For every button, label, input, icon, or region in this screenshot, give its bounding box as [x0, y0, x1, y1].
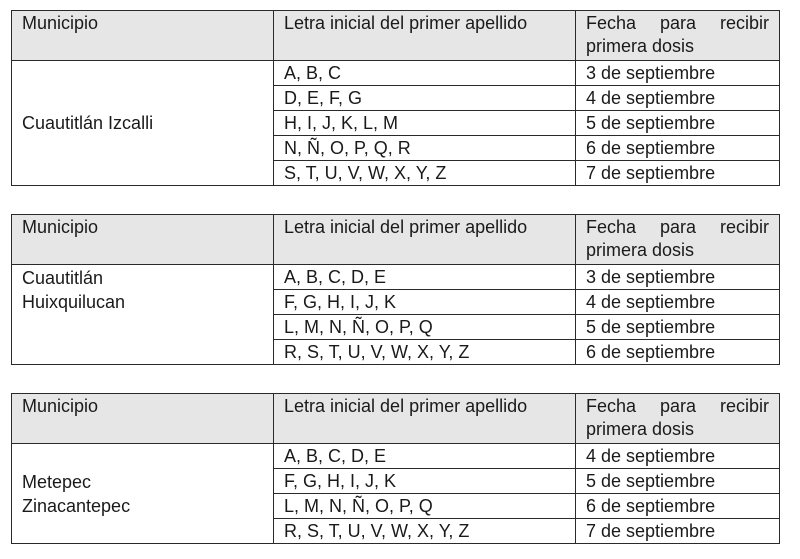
table-header-row: [12, 394, 780, 444]
header-letra: Letra inicial del primer apellido: [274, 215, 576, 265]
header-municipio: Municipio: [12, 11, 274, 61]
header-fecha-word: para: [659, 217, 697, 237]
letras-cell: A, B, C, D, E: [274, 444, 576, 469]
table-row: [12, 265, 780, 290]
letras-cell: S, T, U, V, W, X, Y, Z: [274, 161, 576, 186]
municipio-name: Metepec: [22, 471, 92, 492]
fecha-cell: 6 de septiembre: [576, 494, 780, 519]
schedule-table-3: [11, 393, 780, 544]
header-letra: Letra inicial del primer apellido: [274, 11, 576, 61]
header-fecha-word: recibir: [719, 396, 769, 416]
letras-cell: R, S, T, U, V, W, X, Y, Z: [274, 340, 576, 365]
table-row: [12, 444, 780, 469]
fecha-cell: 5 de septiembre: [576, 315, 780, 340]
letras-cell: F, G, H, I, J, K: [274, 469, 576, 494]
fecha-cell: 5 de septiembre: [576, 469, 780, 494]
header-municipio: Municipio: [12, 215, 274, 265]
header-fecha-line2: primera dosis: [586, 419, 695, 439]
header-fecha-line2: primera dosis: [586, 36, 695, 56]
header-letra: Letra inicial del primer apellido: [274, 394, 576, 444]
letras-cell: A, B, C, D, E: [274, 265, 576, 290]
header-fecha: [576, 11, 780, 61]
letras-cell: L, M, N, Ñ, O, P, Q: [274, 494, 576, 519]
fecha-cell: 7 de septiembre: [576, 519, 780, 544]
header-fecha-word: recibir: [719, 217, 769, 237]
letras-cell: F, G, H, I, J, K: [274, 290, 576, 315]
fecha-cell: 3 de septiembre: [576, 265, 780, 290]
municipio-name: Zinacantepec: [22, 495, 131, 516]
schedule-table-2: [11, 214, 780, 365]
letras-cell: L, M, N, Ñ, O, P, Q: [274, 315, 576, 340]
fecha-cell: 4 de septiembre: [576, 444, 780, 469]
letras-cell: R, S, T, U, V, W, X, Y, Z: [274, 519, 576, 544]
header-fecha-word: Fecha: [586, 396, 637, 416]
table-row: [12, 61, 780, 86]
municipio-name: Cuautitlán Izcalli: [22, 113, 154, 133]
schedule-table-1: [11, 10, 780, 186]
header-fecha-word: recibir: [719, 13, 769, 33]
fecha-cell: 4 de septiembre: [576, 290, 780, 315]
header-fecha: [576, 215, 780, 265]
table-header-row: [12, 11, 780, 61]
fecha-cell: 7 de septiembre: [576, 161, 780, 186]
fecha-cell: 4 de septiembre: [576, 86, 780, 111]
municipio-name: Huixquilucan: [22, 292, 126, 312]
fecha-cell: 6 de septiembre: [576, 136, 780, 161]
fecha-cell: 6 de septiembre: [576, 340, 780, 365]
letras-cell: A, B, C: [274, 61, 576, 86]
header-fecha-word: para: [659, 396, 697, 416]
municipio-cell: [12, 265, 274, 365]
municipio-name: Cuautitlán: [22, 268, 104, 288]
header-fecha-word: Fecha: [586, 13, 637, 33]
letras-cell: H, I, J, K, L, M: [274, 111, 576, 136]
header-fecha-word: Fecha: [586, 217, 637, 237]
header-municipio: Municipio: [12, 394, 274, 444]
header-fecha-line2: primera dosis: [586, 240, 695, 260]
header-fecha-word: para: [659, 13, 697, 33]
header-fecha: [576, 394, 780, 444]
municipio-cell: [12, 444, 274, 544]
letras-cell: D, E, F, G: [274, 86, 576, 111]
fecha-cell: 5 de septiembre: [576, 111, 780, 136]
table-header-row: [12, 215, 780, 265]
fecha-cell: 3 de septiembre: [576, 61, 780, 86]
municipio-cell: [12, 61, 274, 186]
letras-cell: N, Ñ, O, P, Q, R: [274, 136, 576, 161]
